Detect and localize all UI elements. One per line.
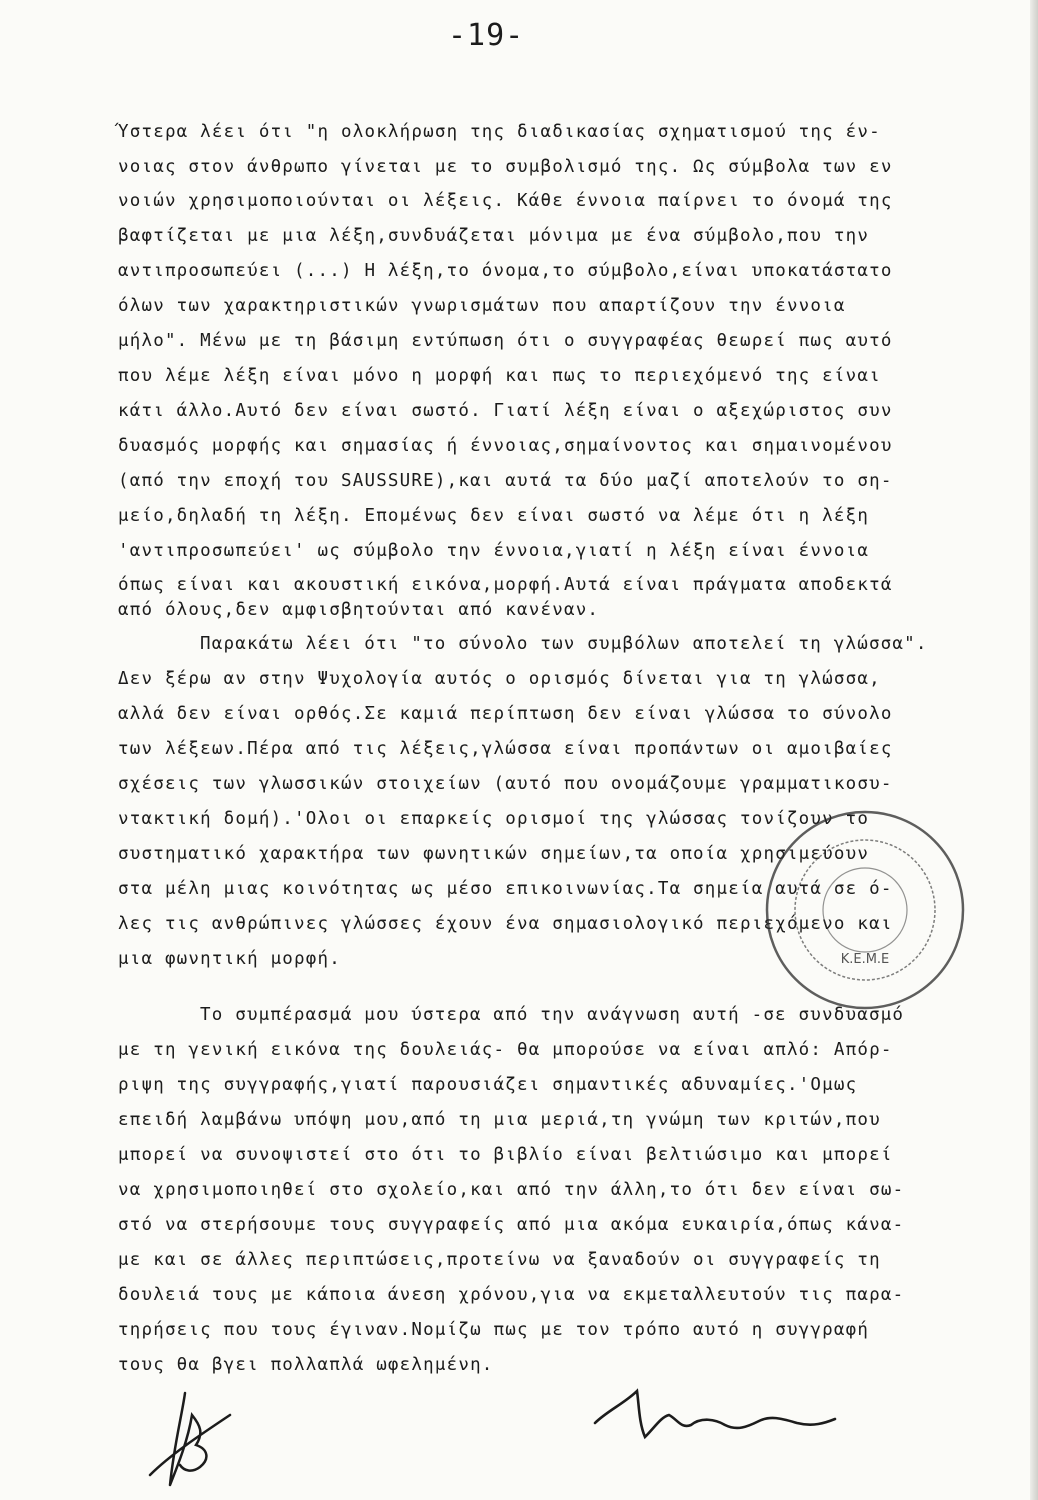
text-line: νοιας στον άνθρωπο γίνεται με το συμβολισμό της. Ως σύμβολα των εν (118, 157, 893, 177)
text-line: δυασμός μορφής και σημασίας ή έννοιας,σημαίνοντος και σημαινομένου (118, 436, 893, 456)
text-line: δουλειά τους με κάποια άνεση χρόνου,για να εκμεταλλευτούν τις παρα- (118, 1285, 905, 1305)
text-line: 'αντιπροσωπεύει' ως σύμβολο την έννοια,γιατί η λέξη είναι έννοια (118, 541, 870, 561)
text-line: όπως είναι και ακουστική εικόνα,μορφή.Αυτά είναι πράγματα αποδεκτά (118, 575, 893, 595)
text-line: Το συμπέρασμά μου ύστερα από την ανάγνωση αυτή -σε συνδυασμό (200, 1005, 905, 1025)
page-number: -19- (448, 18, 525, 53)
text-line: επειδή λαμβάνω υπόψη μου,από τη μια μεριά,τη γνώμη των κριτών,που (118, 1110, 881, 1130)
text-line: μήλο". Μένω με τη βάσιμη εντύπωση ότι ο συγγραφέας θεωρεί πως αυτό (118, 331, 893, 351)
text-line: μείο,δηλαδή τη λέξη. Επομένως δεν είναι σωστό να λέμε ότι η λέξη (118, 506, 870, 526)
text-line: μια φωνητική μορφή. (118, 949, 341, 969)
text-line: βαφτίζεται με μια λέξη,συνδυάζεται μόνιμα με ένα σύμβολο,που την (118, 226, 870, 246)
signature (585, 1385, 845, 1455)
text-line: με και σε άλλες περιπτώσεις,προτείνω να ξαναδούν οι συγγραφείς τη (118, 1250, 881, 1270)
text-line: από όλους,δεν αμφισβητούνται από κανέναν. (118, 600, 600, 620)
text-line: ντακτική δομή).'Ολοι οι επαρκείς ορισμοί της γλώσσας τονίζουν το (118, 809, 870, 829)
text-line: όλων των χαρακτηριστικών γνωρισμάτων που απαρτίζουν την έννοια (118, 296, 846, 316)
stamp-label: K.E.M.E (840, 952, 890, 967)
text-line: Ύστερα λέει ότι "η ολοκλήρωση της διαδικασίας σχηματισμού της έν- (118, 122, 881, 142)
text-line: στό να στερήσουμε τους συγγραφείς από μια ακόμα ευκαιρία,όπως κάνα- (118, 1215, 905, 1235)
initials-mark (130, 1385, 240, 1495)
text-line: κάτι άλλο.Αυτό δεν είναι σωστό. Γιατί λέξη είναι ο αξεχώριστος συν (118, 401, 893, 421)
text-line: με τη γενική εικόνα της δουλειάς- θα μπορούσε να είναι απλό: Απόρ- (118, 1040, 893, 1060)
official-stamp (760, 805, 970, 1015)
text-line: αλλά δεν είναι ορθός.Σε καμιά περίπτωση δεν είναι γλώσσα το σύνολο (118, 704, 893, 724)
text-line: Παρακάτω λέει ότι "το σύνολο των συμβόλων αποτελεί τη γλώσσα". (200, 634, 928, 654)
text-line: ριψη της συγγραφής,γιατί παρουσιάζει σημαντικές αδυναμίες.'Ομως (118, 1075, 858, 1095)
text-line: να χρησιμοποιηθεί στο σχολείο,και από την άλλη,το ότι δεν είναι σω- (118, 1180, 905, 1200)
text-line: συστηματικό χαρακτήρα των φωνητικών σημείων,τα οποία χρησιμεύουν (118, 844, 870, 864)
text-line: τους θα βγει πολλαπλά ωφελημένη. (118, 1355, 494, 1375)
text-line: Δεν ξέρω αν στην Ψυχολογία αυτός ο ορισμός δίνεται για τη γλώσσα, (118, 669, 881, 689)
text-line: (από την εποχή του SAUSSURE),και αυτά τα δύο μαζί αποτελούν το ση- (118, 471, 893, 491)
text-line: νοιών χρησιμοποιούνται οι λέξεις. Κάθε έννοια παίρνει το όνομά της (118, 191, 893, 211)
text-line: των λέξεων.Πέρα από τις λέξεις,γλώσσα είναι προπάντων οι αμοιβαίες (118, 739, 893, 759)
text-line: μπορεί να συνοψιστεί στο ότι το βιβλίο είναι βελτιώσιμο και μπορεί (118, 1145, 893, 1165)
text-line: αντιπροσωπεύει (...) Η λέξη,το όνομα,το σύμβολο,είναι υποκατάστατο (118, 261, 893, 281)
text-line: τηρήσεις που τους έγιναν.Νομίζω πως με τον τρόπο αυτό η συγγραφή (118, 1320, 870, 1340)
text-line: λες τις ανθρώπινες γλώσσες έχουν ένα σημασιολογικό περιεχόμενο και (118, 914, 893, 934)
text-line: που λέμε λέξη είναι μόνο η μορφή και πως το περιεχόμενό της είναι (118, 366, 881, 386)
text-line: στα μέλη μιας κοινότητας ως μέσο επικοινωνίας.Τα σημεία αυτά σε ό- (118, 879, 893, 899)
text-line: σχέσεις των γλωσσικών στοιχείων (αυτό που ονομάζουμε γραμματικοσυ- (118, 774, 893, 794)
